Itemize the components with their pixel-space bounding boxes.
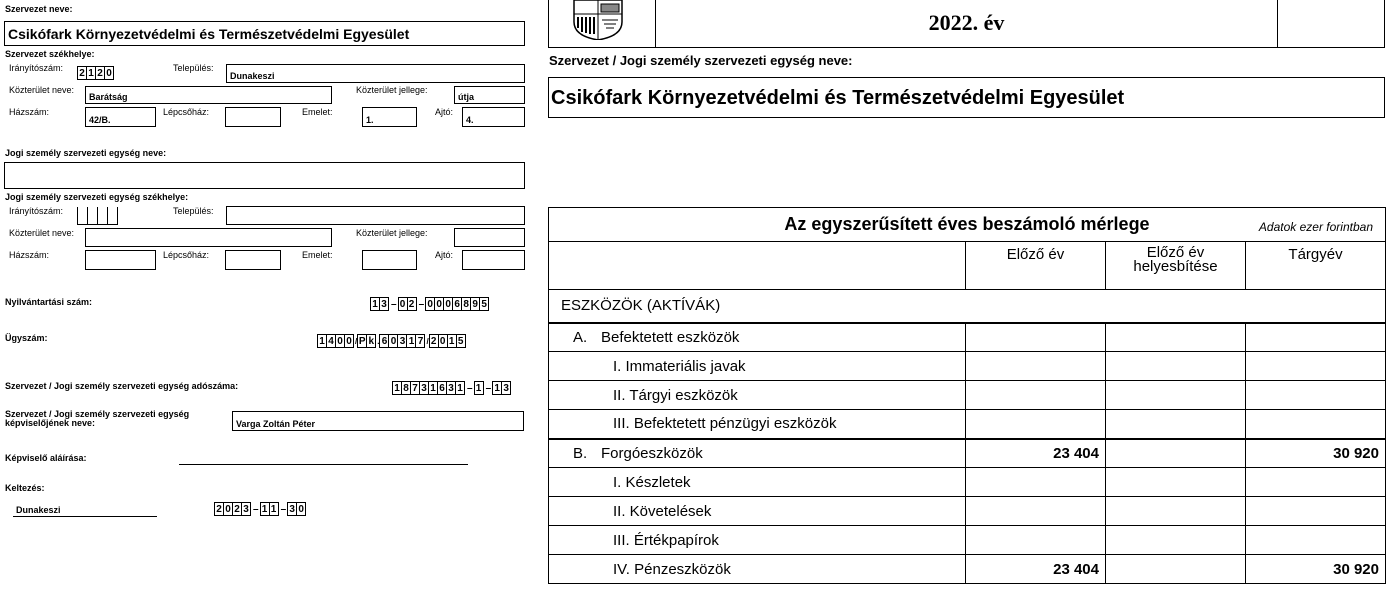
unit-city-field[interactable]: [226, 206, 525, 225]
stair-field[interactable]: [225, 107, 281, 127]
unit-floor-label: Emelet:: [302, 250, 333, 260]
unit-floor-field[interactable]: [362, 250, 417, 270]
digit-box: 0: [398, 297, 408, 311]
digit-box: 2: [429, 334, 439, 348]
table-row: [549, 352, 1386, 381]
units-note: Adatok ezer forintban: [1258, 220, 1373, 234]
cell-curr: 30 920: [1246, 555, 1386, 584]
digit-box: 0: [438, 334, 448, 348]
door-label: Ajtó:: [435, 107, 454, 117]
cell-curr: [1246, 410, 1386, 439]
cell-curr: [1246, 381, 1386, 410]
cell-corr: [1106, 439, 1246, 468]
row-label: II. Tárgyi eszközök: [613, 386, 738, 404]
zip-field[interactable]: [78, 66, 114, 80]
reg-number-field[interactable]: 1 3 – 0 2 – 0 0 0 6 8 9 5: [371, 297, 489, 311]
digit-box: 2: [232, 502, 242, 516]
case-number-label: Ügyszám:: [5, 333, 48, 343]
col-header-curr: Tárgyév: [1246, 242, 1386, 290]
table-row: [549, 381, 1386, 410]
unit-street-type-label: Közterület jellege:: [356, 228, 428, 238]
date-field[interactable]: 2 0 2 3 – 1 1 – 3 0: [215, 502, 306, 516]
digit-box: 6: [379, 334, 389, 348]
digit-box: 3: [446, 381, 456, 395]
row-label: III. Értékpapírok: [613, 531, 719, 549]
digit-box: 8: [401, 381, 411, 395]
digit-box: 3: [241, 502, 251, 516]
street-label: Közterület neve:: [9, 85, 75, 95]
coat-of-arms-icon: [570, 0, 626, 40]
right-org-name-field: Csikófark Környezetvédelmi és Természetvédelmi Egyesület: [548, 77, 1385, 118]
cell-prev: [966, 526, 1106, 555]
street-type-label: Közterület jellege:: [356, 85, 428, 95]
cell-corr: [1106, 410, 1246, 439]
city-field[interactable]: Dunakeszi: [226, 64, 525, 83]
unit-name-field[interactable]: [4, 162, 525, 189]
unit-name-label: Jogi személy szervezeti egység neve:: [5, 148, 167, 158]
digit-box: 5: [479, 297, 489, 311]
digit-box: 0: [443, 297, 453, 311]
row-label: I. Immateriális javak: [613, 357, 746, 375]
col-header-corr: Előző év helyesbítése: [1106, 242, 1246, 290]
reg-number-label: Nyilvántartási szám:: [5, 297, 93, 307]
table-title: Az egyszerűsített éves beszámoló mérlege: [784, 214, 1150, 234]
cell-corr: [1106, 352, 1246, 381]
digit-box: 0: [425, 297, 435, 311]
signature-line[interactable]: [179, 464, 468, 465]
unit-street-field[interactable]: [85, 228, 332, 247]
row-label: II. Követelések: [613, 502, 712, 520]
org-name-field[interactable]: Csikófark Környezetvédelmi és Természetvédelmi Egyesület: [4, 21, 525, 46]
unit-door-label: Ajtó:: [435, 250, 454, 260]
unit-house-label: Házszám:: [9, 250, 50, 260]
rep-label-line1: Szervezet / Jogi személy szervezeti egység: [5, 409, 190, 419]
cell-corr: [1106, 381, 1246, 410]
digit-box: 2: [407, 297, 417, 311]
cell-curr: [1246, 497, 1386, 526]
row-code: A.: [573, 328, 588, 346]
row-code: B.: [573, 444, 588, 462]
date-city-field[interactable]: Dunakeszi: [13, 505, 157, 517]
house-label: Házszám:: [9, 107, 50, 117]
digit-box: 1: [86, 66, 96, 80]
city-label: Település:: [173, 63, 214, 73]
digit-box: 2: [77, 66, 87, 80]
row-label: Befektetett eszközök: [601, 328, 740, 346]
digit-box: 4: [326, 334, 336, 348]
table-row: [549, 410, 1386, 439]
table-row: [549, 555, 1386, 584]
section-header: ESZKÖZÖK (AKTÍVÁK): [549, 290, 1386, 323]
col-header-prev: Előző év: [966, 242, 1106, 290]
zip-label: Irányítószám:: [9, 63, 64, 73]
digit-box: 0: [344, 334, 354, 348]
cell-corr: [1106, 555, 1246, 584]
unit-street-type-field[interactable]: [454, 228, 525, 247]
seat-label: Szervezet székhelye:: [5, 49, 95, 59]
tax-number-label: Szervezet / Jogi személy szervezeti egység adószáma:: [5, 381, 239, 391]
digit-box: 1: [406, 334, 416, 348]
cell-prev: [966, 381, 1106, 410]
table-row: [549, 439, 1386, 468]
digit-box: 1: [392, 381, 402, 395]
cell-prev: [966, 468, 1106, 497]
digit-box: 9: [470, 297, 480, 311]
cell-prev: [966, 352, 1106, 381]
door-field[interactable]: 4.: [462, 107, 525, 127]
org-name-label: Szervezet neve:: [5, 4, 73, 14]
right-org-label: Szervezet / Jogi személy szervezeti egység neve:: [549, 53, 853, 68]
unit-house-field[interactable]: [85, 250, 156, 270]
digit-box: 3: [419, 381, 429, 395]
cell-curr: [1246, 468, 1386, 497]
digit-box: 6: [437, 381, 447, 395]
table-row: [549, 468, 1386, 497]
unit-seat-label: Jogi személy szervezeti egység székhelye:: [5, 192, 189, 202]
case-number-field[interactable]: 1 4 0 0 / P k . 6 0 3 1 7 / 2 0 1 5: [318, 334, 466, 348]
floor-label: Emelet:: [302, 107, 333, 117]
digit-box: 5: [456, 334, 466, 348]
cell-prev: [966, 410, 1106, 439]
digit-box: 7: [410, 381, 420, 395]
digit-box: 0: [388, 334, 398, 348]
digit-box: 3: [501, 381, 511, 395]
digit-box: 0: [434, 297, 444, 311]
digit-box: 1: [474, 381, 484, 395]
cell-curr: [1246, 352, 1386, 381]
table-row: [549, 526, 1386, 555]
tax-number-field[interactable]: 1 8 7 3 1 6 3 1 – 1 – 1 3: [393, 381, 511, 395]
street-type-field[interactable]: útja: [454, 86, 525, 104]
unit-stair-label: Lépcsőház:: [163, 250, 210, 260]
stair-label: Lépcsőház:: [163, 107, 210, 117]
digit-box: 1: [428, 381, 438, 395]
house-field[interactable]: 42/B.: [85, 107, 156, 127]
unit-stair-field[interactable]: [225, 250, 281, 270]
digit-box: k: [366, 334, 376, 348]
cell-corr: [1106, 323, 1246, 352]
table-row: [549, 497, 1386, 526]
date-label: Keltezés:: [5, 483, 45, 493]
digit-box: 2: [95, 66, 105, 80]
digit-box: 0: [223, 502, 233, 516]
rep-label-line2: képviselőjének neve:: [5, 418, 96, 428]
table-row: [549, 323, 1386, 352]
digit-box: 1: [447, 334, 457, 348]
digit-box: 0: [104, 66, 114, 80]
digit-box: 2: [214, 502, 224, 516]
digit-box: 1: [455, 381, 465, 395]
unit-zip-field[interactable]: [78, 207, 118, 225]
cell-corr: [1106, 526, 1246, 555]
row-label: III. Befektetett pénzügyi eszközök: [613, 415, 837, 433]
digit-box: 1: [260, 502, 270, 516]
digit-box: 1: [492, 381, 502, 395]
unit-door-field[interactable]: [462, 250, 525, 270]
row-label: IV. Pénzeszközök: [613, 560, 731, 578]
digit-box: 3: [379, 297, 389, 311]
rep-name-field[interactable]: Varga Zoltán Péter: [232, 411, 524, 431]
digit-box: P: [358, 336, 366, 347]
unit-zip-label: Irányítószám:: [9, 206, 64, 216]
floor-field[interactable]: 1.: [362, 107, 417, 127]
digit-box: 8: [461, 297, 471, 311]
unit-street-label: Közterület neve:: [9, 228, 75, 238]
digit-box: 3: [397, 334, 407, 348]
cell-prev: 23 404: [966, 555, 1106, 584]
row-label: Forgóeszközök: [601, 444, 703, 462]
digit-box: 0: [296, 502, 306, 516]
digit-box: 7: [415, 334, 425, 348]
unit-city-label: Település:: [173, 206, 214, 216]
year-title: 2022. év: [928, 10, 1005, 35]
digit-box: 3: [287, 502, 297, 516]
signature-label: Képviselő aláírása:: [5, 453, 87, 463]
digit-box: 1: [317, 334, 327, 348]
cell-corr: [1106, 468, 1246, 497]
digit-box: 1: [269, 502, 279, 516]
cell-curr: [1246, 323, 1386, 352]
row-label: I. Készletek: [613, 473, 691, 491]
cell-prev: [966, 497, 1106, 526]
digit-box: 0: [335, 334, 345, 348]
cell-prev: [966, 323, 1106, 352]
balance-sheet-table: [548, 207, 1386, 584]
street-field[interactable]: Barátság: [85, 86, 332, 104]
cell-curr: [1246, 526, 1386, 555]
cell-prev: 23 404: [966, 439, 1106, 468]
digit-box: 6: [452, 297, 462, 311]
digit-box: 1: [370, 297, 380, 311]
cell-corr: [1106, 497, 1246, 526]
cell-curr: 30 920: [1246, 439, 1386, 468]
